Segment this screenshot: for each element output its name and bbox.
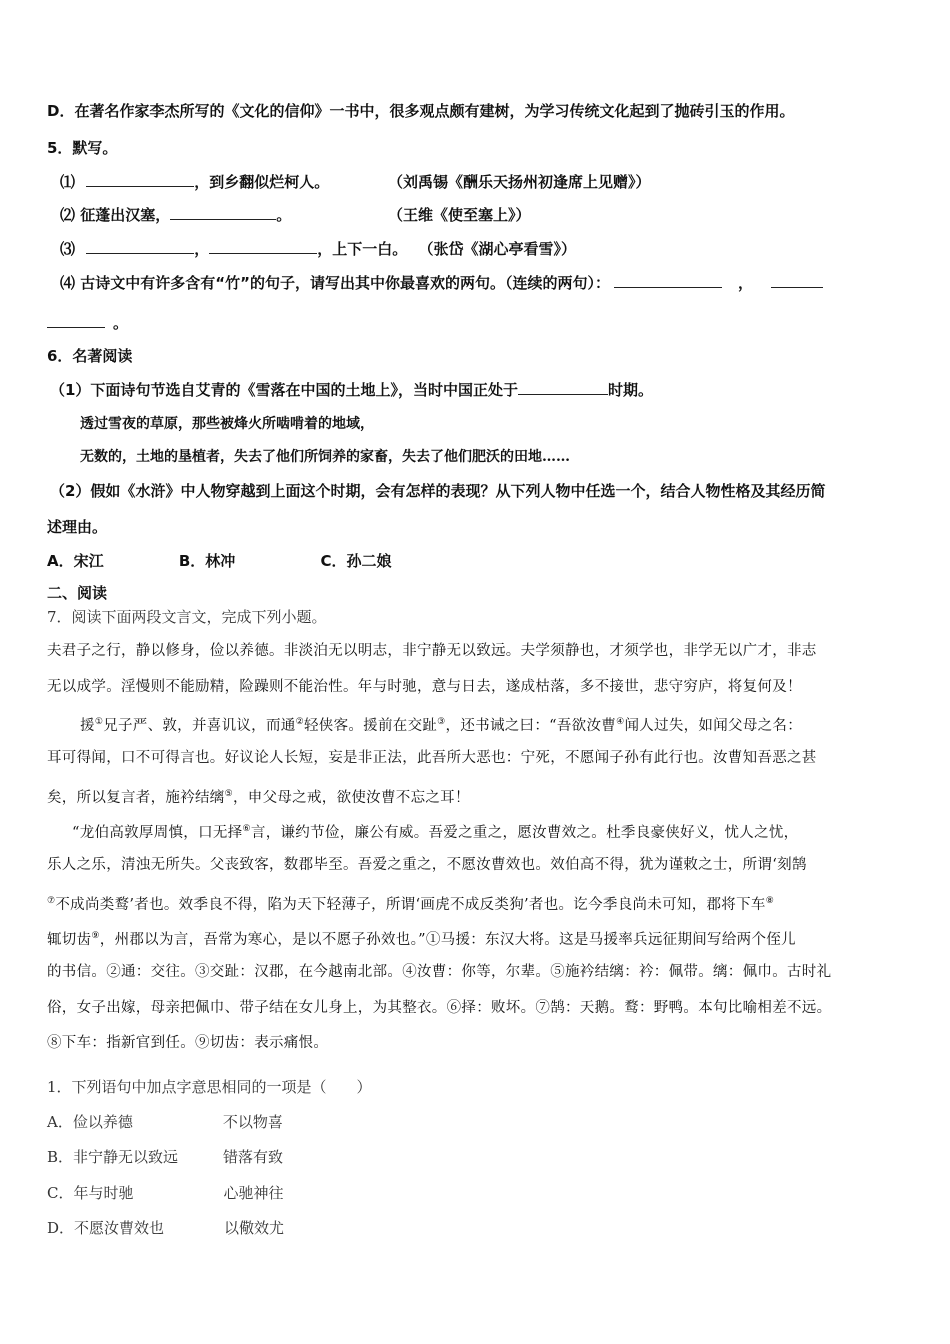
question-4-option-d: D．在著名作家李杰所写的《文化的信仰》一书中，很多观点颇有建树，为学习传统文化起到了抛砖引玉的作用。 [47,102,795,120]
subquestion-1-option-d[interactable] [47,1218,284,1238]
answer-blank[interactable] [170,205,276,220]
footnote-ref: ⑥ [242,824,251,834]
option-label: A． [47,1113,73,1131]
passage-1-line-1: 夫君子之行，静以修身，俭以养德。非淡泊无以明志，非宁静无以致远。夫学须静也，才须学也，非学无以广才，非志 [47,643,817,659]
option-left: 不愿汝曹效也 [74,1219,165,1237]
item-separator: ， [737,274,753,292]
passage-3-line-4 [47,926,796,950]
text: “龙伯高敦厚周慎，口无择 [72,825,243,841]
q6-part-2-line-2: 述理由。 [47,518,108,536]
option-right: 心驰神往 [223,1184,284,1202]
footnotes-line-2: 俗，女子出嫁，母亲把佩巾、带子结在女儿身上，为其整衣。⑥择：败坏。⑦鹄：天鹅。鹜：野鸭。本句比喻相差不远。 [47,1000,832,1016]
q6-options [47,551,392,571]
item-number: ⑴ [60,173,76,191]
question-6-title: 6．名著阅读 [47,347,133,365]
answer-blank[interactable] [771,273,823,288]
footnote-ref: ⑧ [765,896,775,906]
question-7-title: 7．阅读下面两段文言文，完成下列小题。 [47,608,327,626]
passage-1-line-2: 无以成学。淫慢则不能励精，险躁则不能治性。年与时驰，意与日去，遂成枯落，多不接世，悲守穷庐，将复何及！ [47,679,802,695]
poem-line-1: 透过雪夜的草原，那些被烽火所啮啃着的地域， [80,416,374,432]
answer-blank[interactable] [614,273,722,288]
item-end: 。 [113,314,129,332]
passage-2-line-2: 耳可得闻，口不可得言也。好议论人长短，妄是非正法，此吾所大恶也：宁死，不愿闻子孙有此行也。汝曹知吾恶之甚 [47,750,817,766]
q6-part-1 [50,380,653,400]
text: 矣，所以复言者，施衿结缡 [47,790,225,806]
footnotes-line-3: ⑧下车：指新官到任。⑨切齿：表示痛恨。 [47,1035,329,1051]
option-left: 非宁静无以致远 [73,1148,179,1166]
option-a: A．宋江 [47,552,104,570]
text: 辄切齿 [47,932,92,948]
footnote-ref: ④ [616,717,625,727]
passage-2-line-1 [80,712,802,736]
footnote-ref: ⑨ [91,931,100,941]
item-number: ⑵ [60,206,76,224]
answer-blank[interactable] [86,239,194,254]
option-right: 以儆效尤 [224,1219,285,1237]
item-text: ，上下一白。 [317,240,408,258]
passage-3-line-1 [72,819,799,843]
text: 援 [80,718,95,734]
footnote-ref: ⑦ [47,896,56,906]
option-right: 不以物喜 [222,1113,283,1131]
item-text: 古诗文中有许多含有“竹”的句子，请写出其中你最喜欢的两句。（连续的两句）： [80,274,610,292]
q5-item-1-source: （刘禹锡《酬乐天扬州初逢席上见赠》） [388,173,651,191]
text: ，还书诫之曰：“吾欲汝曹 [445,718,617,734]
option-left: 俭以养德 [72,1113,133,1131]
text: 轻侠客。援前在交趾 [303,718,438,734]
footnote-ref: ⑤ [224,789,233,799]
text: 闻人过失，如闻父母之名： [624,718,803,734]
option-label: C． [47,1184,74,1202]
subquestion-1-stem: 1．下列语句中加点字意思相同的一项是（ ） [47,1078,372,1096]
item-text: ，到乡翻似烂柯人。 [194,173,330,191]
q5-item-2 [60,205,291,225]
item-separator: ， [194,240,210,258]
text: 兄子严、敦，并喜讥议，而通 [103,718,296,734]
part-1-text: （1）下面诗句节选自艾青的《雪落在中国的土地上》，当时中国正处于 [50,381,518,399]
item-number: ⑷ [60,274,76,292]
text: ，申父母之戒，欲使汝曹不忘之耳！ [232,790,470,806]
option-label: B． [47,1148,74,1166]
answer-blank[interactable] [86,172,194,187]
q6-part-2-line-1: （2）假如《水浒》中人物穿越到上面这个时期，会有怎样的表现？从下列人物中任选一个，结合人物性格及其经历简 [50,482,826,500]
section-2-title: 二、阅读 [47,584,108,602]
item-number: ⑶ [60,240,76,258]
subquestion-1-option-c[interactable] [47,1183,284,1203]
footnote-ref: ① [94,717,104,727]
footnote-ref: ② [295,717,304,727]
poem-line-2: 无数的，土地的垦植者，失去了他们所饲养的家畜，失去了他们肥沃的田地…… [80,449,570,465]
answer-blank[interactable] [47,313,105,328]
passage-3-line-2: 乐人之乐，清浊无所失。父丧致客，数郡毕至。吾爱之重之，不愿汝曹效也。效伯高不得，犹为谨敕之士，所谓‘刻鹄 [47,857,807,873]
footnotes-line-1: 的书信。②通：交往。③交趾：汉郡，在今越南北部。④汝曹：你等，尔辈。⑤施衿结缡：衿：佩带。缡：佩巾。古时礼 [47,964,832,980]
option-right: 错落有致 [223,1148,284,1166]
subquestion-1-option-b[interactable] [47,1147,283,1167]
item-text: 征蓬出汉塞， [80,206,171,224]
option-label: D． [47,1219,75,1237]
item-text: 。 [276,206,292,224]
part-1-text-end: 时期。 [607,381,653,399]
q5-item-1 [60,172,329,192]
q5-item-2-source: （王维《使至塞上》） [388,206,531,224]
answer-blank[interactable] [518,380,608,395]
text: 言，谦约节俭，廉公有威。吾爱之重之，愿汝曹效之。杜季良豪侠好义，忧人之忧， [250,825,799,841]
text: 不成尚类鹜’者也。效季良不得，陷为天下轻薄子，所谓‘画虎不成反类狗’者也。讫今季良尚未可知，郡将下车 [55,897,766,913]
q5-item-4 [60,273,823,293]
q5-item-4-cont [47,313,128,333]
option-b: B．林冲 [178,552,236,570]
q5-item-3 [60,239,576,259]
text: ，州郡以为言，吾常为寒心，是以不愿子孙效也。”①马援：东汉大将。这是马援率兵远征期间写给两个侄儿 [99,932,796,948]
passage-2-line-3 [47,784,470,808]
subquestion-1-option-a[interactable] [47,1112,283,1132]
q5-item-3-source: （张岱《湖心亭看雪》） [418,240,577,258]
passage-3-line-3 [47,891,774,915]
option-left: 年与时驰 [73,1184,134,1202]
option-c: C．孙二娘 [320,552,392,570]
answer-blank[interactable] [209,239,317,254]
footnote-ref: ③ [437,717,446,727]
question-5-title: 5．默写。 [47,139,118,157]
